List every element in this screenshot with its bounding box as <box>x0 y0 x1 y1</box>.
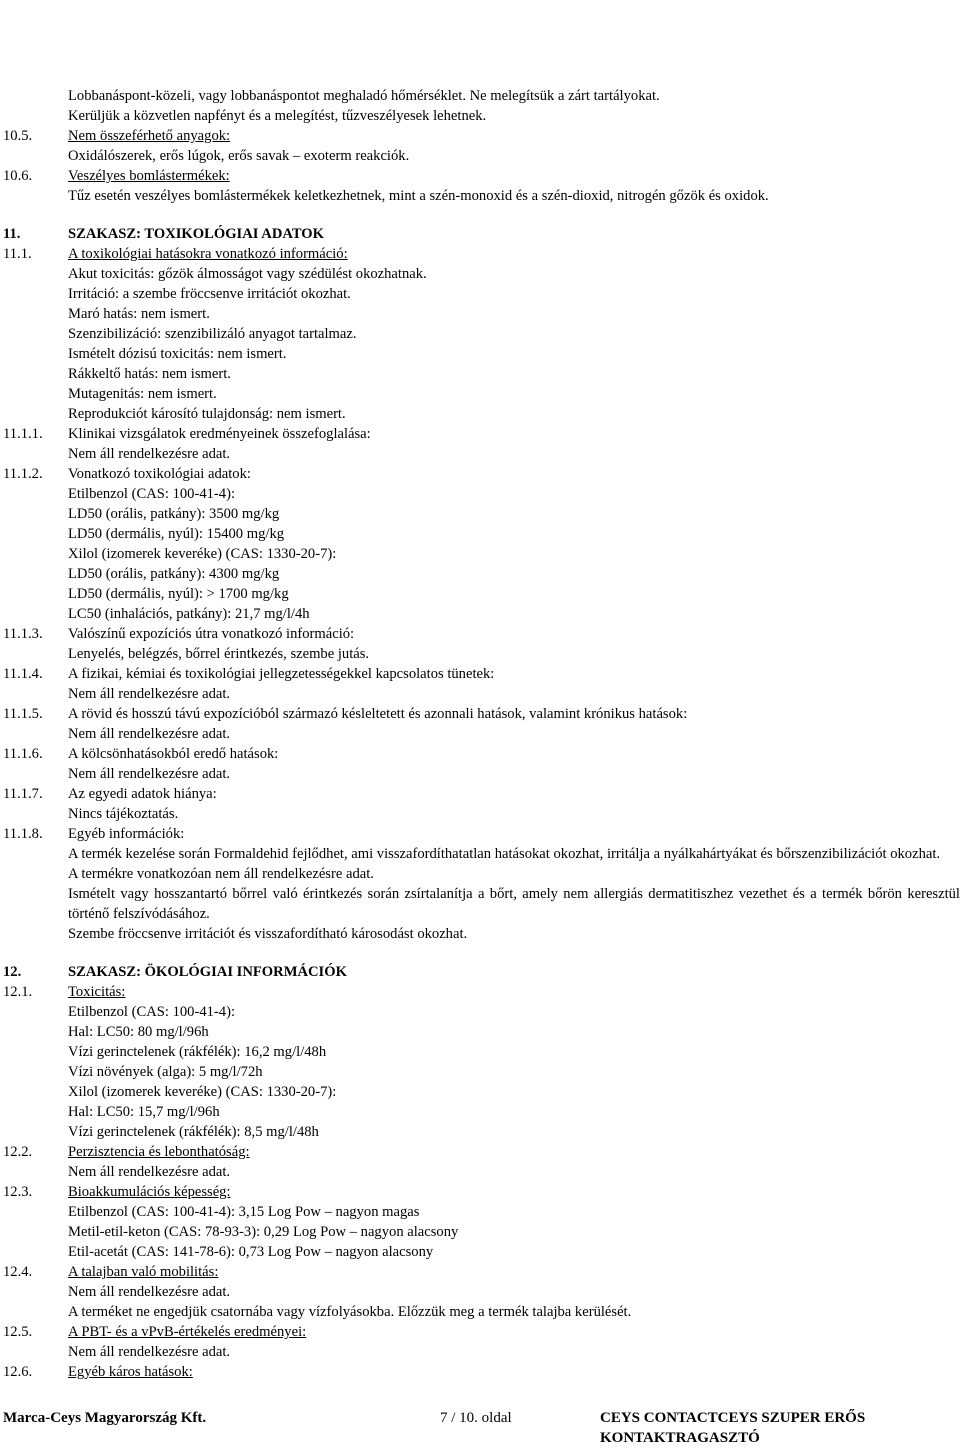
subsection-11-1-1 <box>0 424 960 464</box>
subsection-11-1-4 <box>0 664 960 704</box>
subsection-number: 11.1.3. <box>3 626 43 642</box>
paragraph: A termék kezelése során Formaldehid fejlődhet, ami visszafordíthatatlan hatásokat okozhat, irritálja a nyálkahártyákat és bőrszenzibilizációt okozhat. <box>68 846 941 862</box>
text-line: Kerüljük a közvetlen napfényt és a melegítést, tűzveszélyesek lehetnek. <box>68 108 487 124</box>
footer-company: Marca-Ceys Magyarország Kft. <box>3 1410 207 1426</box>
sec10-cont <box>0 86 960 126</box>
revision-date: Felülvizsgálat időpontja: 2013. február 5. <box>8 21 265 38</box>
text-line: Szenzibilizáció: szenzibilizáló anyagot tartalmaz. <box>68 326 357 342</box>
version-number: Verziószám: 2 <box>8 41 97 58</box>
subsection-title: Egyéb káros hatások: <box>68 1364 193 1380</box>
section-title: SZAKASZ: TOXIKOLÓGIAI ADATOK <box>68 226 325 242</box>
text-line: Tűz esetén veszélyes bomlástermékek keletkezhetnek, mint a szén-monoxid és a szén-dioxid, nitrogén gőzök és oxidok. <box>68 188 769 204</box>
subsection-title: Nem összeférhető anyagok: <box>68 128 231 144</box>
subsection-10-5 <box>0 126 960 166</box>
subsection-11-1-5 <box>0 704 960 744</box>
text-line: Mutagenitás: nem ismert. <box>68 386 217 402</box>
subsection-number: 12.6. <box>3 1364 33 1380</box>
subsection-number: 11.1.4. <box>3 666 43 682</box>
footer-product-name: CEYS CONTACTCEYS SZUPER ERŐS KONTAKTRAGASZTÓ <box>600 1410 866 1446</box>
page-footer <box>0 1408 960 1447</box>
text-line: Nem áll rendelkezésre adat. <box>68 1344 231 1360</box>
text-line: Irritáció: a szembe fröccsenve irritációt okozhat. <box>68 286 351 302</box>
subsection-11-1-8 <box>0 824 960 944</box>
text-line: Reprodukciót károsító tulajdonság: nem ismert. <box>68 406 346 422</box>
subsection-11-1-7 <box>0 784 960 824</box>
subsection-title: Perzisztencia és lebonthatóság: <box>68 1144 250 1160</box>
text-line: Nem áll rendelkezésre adat. <box>68 1164 231 1180</box>
subsection-title: Bioakkumulációs képesség: <box>68 1184 231 1200</box>
subsection-title: Toxicitás: <box>68 984 126 1000</box>
paragraph: Ismételt vagy hosszantartó bőrrel való érintkezés során zsírtalanítja a bőrt, amely nem allergiás dermatitiszhez vezethet és a termék bőrön keresztül történő felszívódásához. <box>68 886 960 922</box>
text-line: Etil-acetát (CAS: 141-78-6): 0,73 Log Pow – nagyon alacsony <box>68 1244 434 1260</box>
text-line: LD50 (orális, patkány): 3500 mg/kg <box>68 506 280 522</box>
text-line: Maró hatás: nem ismert. <box>68 306 210 322</box>
subsection-title: Valószínű expozíciós útra vonatkozó információ: <box>68 626 355 642</box>
text-line: Nem áll rendelkezésre adat. <box>68 686 231 702</box>
subsection-number: 12.1. <box>3 984 33 1000</box>
subsection-title: Az egyedi adatok hiánya: <box>68 786 217 802</box>
section-number: 12. <box>3 964 22 980</box>
subsection-number: 12.3. <box>3 1184 33 1200</box>
text-line: Rákkeltő hatás: nem ismert. <box>68 366 231 382</box>
paragraph: Szembe fröccsenve irritációt és visszafordítható károsodást okozhat. <box>68 926 468 942</box>
text-line: Xilol (izomerek keveréke) (CAS: 1330-20-7): <box>68 546 337 562</box>
header-url-link[interactable]: http://www.biztonsagiadatlap.hu <box>750 21 952 38</box>
subsection-number: 11.1.6. <box>3 746 43 762</box>
subsection-12-4 <box>0 1262 960 1322</box>
text-line: Lenyelés, belégzés, bőrrel érintkezés, szembe jutás. <box>68 646 370 662</box>
footer-page-number: 7 / 10. oldal <box>440 1410 512 1426</box>
subsection-11-1-3 <box>0 624 960 664</box>
subsection-number: 12.5. <box>3 1324 33 1340</box>
subsection-12-6 <box>0 1362 960 1382</box>
subsection-title: A toxikológiai hatásokra vonatkozó információ: <box>68 246 348 262</box>
text-line: Oxidálószerek, erős lúgok, erős savak – exoterm reakciók. <box>68 148 410 164</box>
subsection-title: Veszélyes bomlástermékek: <box>68 168 230 184</box>
subsection-title: Vonatkozó toxikológiai adatok: <box>68 466 251 482</box>
text-line: LD50 (dermális, nyúl): > 1700 mg/kg <box>68 586 289 602</box>
subsection-11-1 <box>0 244 960 424</box>
text-line: LD50 (orális, patkány): 4300 mg/kg <box>68 566 280 582</box>
subsection-12-2 <box>0 1142 960 1182</box>
subsection-10-6 <box>0 166 960 206</box>
paragraph: A termékre vonatkozóan nem áll rendelkezésre adat. <box>68 866 374 882</box>
text-line: Hal: LC50: 80 mg/l/96h <box>68 1024 209 1040</box>
text-line: Nem áll rendelkezésre adat. <box>68 446 231 462</box>
text-line: Nem áll rendelkezésre adat. <box>68 1284 231 1300</box>
subsection-number: 10.6. <box>3 168 33 184</box>
text-line: Hal: LC50: 15,7 mg/l/96h <box>68 1104 220 1120</box>
subsection-11-1-2 <box>0 464 960 624</box>
subsection-number: 10.5. <box>3 128 33 144</box>
subsection-number: 11.1.1. <box>3 426 43 442</box>
text-line: Vízi gerinctelenek (rákfélék): 16,2 mg/l/48h <box>68 1044 327 1060</box>
text-line: Akut toxicitás: gőzök álmosságot vagy szédülést okozhatnak. <box>68 266 427 282</box>
subsection-title: A kölcsönhatásokból eredő hatások: <box>68 746 279 762</box>
text-line: Nem áll rendelkezésre adat. <box>68 766 231 782</box>
subsection-title: A rövid és hosszú távú expozícióból származó késleltetett és azonnali hatások, valamint krónikus hatások: <box>68 706 688 722</box>
subsection-title: Egyéb információk: <box>68 826 185 842</box>
text-line: Etilbenzol (CAS: 100-41-4): <box>68 1004 235 1020</box>
subsection-title: A fizikai, kémiai és toxikológiai jellegzetességekkel kapcsolatos tünetek: <box>68 666 495 682</box>
section-12-heading <box>0 962 960 982</box>
subsection-title: Klinikai vizsgálatok eredményeinek összefoglalása: <box>68 426 371 442</box>
subsection-number: 11.1.8. <box>3 826 43 842</box>
text-line: LD50 (dermális, nyúl): 15400 mg/kg <box>68 526 285 542</box>
subsection-number: 12.4. <box>3 1264 33 1280</box>
section-11-heading <box>0 224 960 244</box>
text-line: Etilbenzol (CAS: 100-41-4): <box>68 486 235 502</box>
page-header <box>0 0 960 60</box>
subsection-number: 11.1.5. <box>3 706 43 722</box>
text-line: Vízi növények (alga): 5 mg/l/72h <box>68 1064 263 1080</box>
subsection-number: 11.1. <box>3 246 32 262</box>
subsection-number: 11.1.2. <box>3 466 43 482</box>
text-line: Metil-etil-keton (CAS: 78-93-3): 0,29 Log Pow – nagyon alacsony <box>68 1224 459 1240</box>
subsection-12-5 <box>0 1322 960 1362</box>
section-title: SZAKASZ: ÖKOLÓGIAI INFORMÁCIÓK <box>68 964 347 980</box>
text-line: Lobbanáspont-közeli, vagy lobbanáspontot meghaladó hőmérséklet. Ne melegítsük a zárt tartályokat. <box>68 88 660 104</box>
subsection-number: 12.2. <box>3 1144 33 1160</box>
text-line: Nincs tájékoztatás. <box>68 806 179 822</box>
text-line: Ismételt dózisú toxicitás: nem ismert. <box>68 346 287 362</box>
subsection-number: 11.1.7. <box>3 786 43 802</box>
text-line: Nem áll rendelkezésre adat. <box>68 726 231 742</box>
text-line: LC50 (inhalációs, patkány): 21,7 mg/l/4h <box>68 606 310 622</box>
subsection-12-1 <box>0 982 960 1142</box>
text-line: Xilol (izomerek keveréke) (CAS: 1330-20-7): <box>68 1084 337 1100</box>
subsection-12-3 <box>0 1182 960 1262</box>
creation-date: Elkészítés időpontja: 2007. április 23. <box>8 1 243 18</box>
subsection-11-1-6 <box>0 744 960 784</box>
text-line: Vízi gerinctelenek (rákfélék): 8,5 mg/l/48h <box>68 1124 319 1140</box>
text-line: A terméket ne engedjük csatornába vagy vízfolyásokba. Előzzük meg a termék talajba kerülését. <box>68 1304 632 1320</box>
text-line: Etilbenzol (CAS: 100-41-4): 3,15 Log Pow – nagyon magas <box>68 1204 420 1220</box>
subsection-title: A PBT- és a vPvB-értékelés eredményei: <box>68 1324 307 1340</box>
subsection-title: A talajban való mobilitás: <box>68 1264 219 1280</box>
section-number: 11. <box>3 226 21 242</box>
document-body <box>0 86 960 1382</box>
